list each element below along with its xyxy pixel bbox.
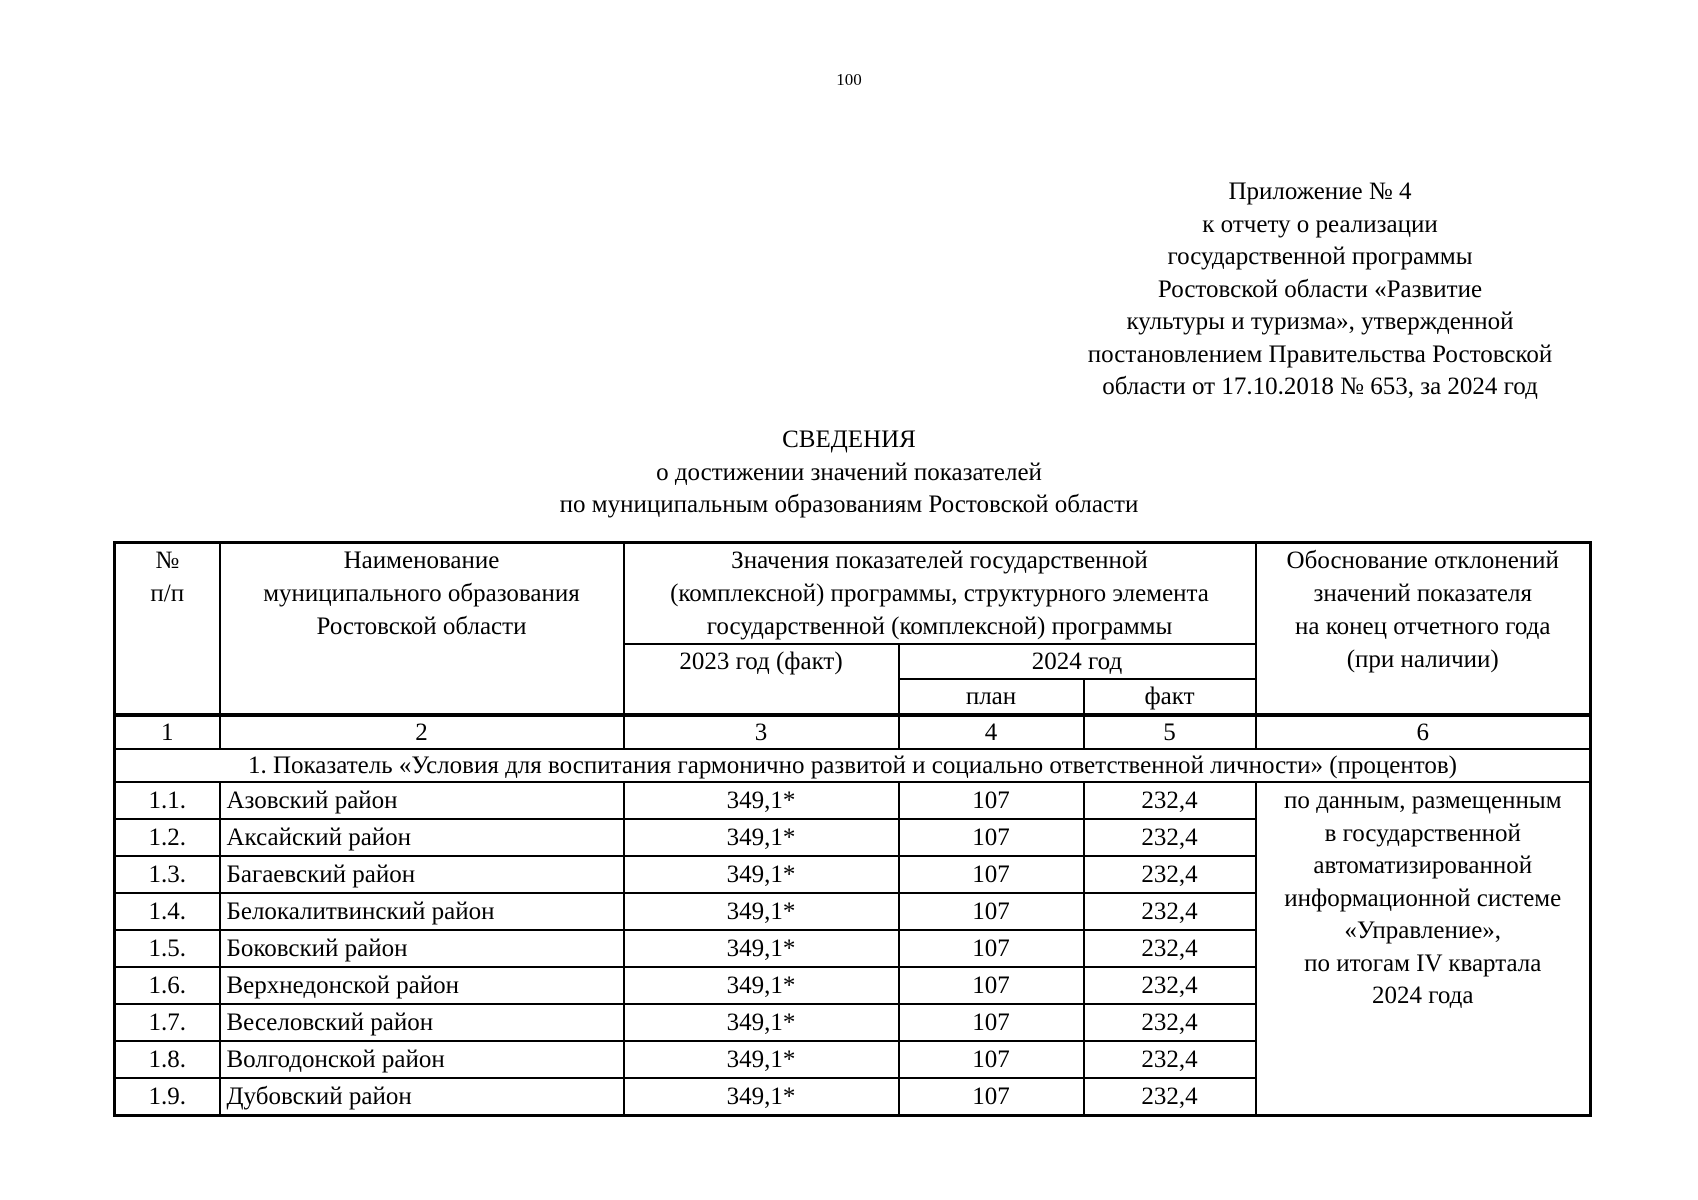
header-plan: план [899, 679, 1084, 715]
header-values: Значения показателей государственной (комплексной) программы, структурного элемента государственной (комплексной) программы [624, 543, 1256, 645]
appendix-line: Ростовской области «Развитие [1157, 275, 1483, 303]
note-line: автоматизированной [1313, 852, 1533, 879]
heading-title: СВЕДЕНИЯ [782, 426, 916, 453]
note-line: в государственной [1324, 819, 1521, 847]
row-fact-2024: 232,4 [1084, 1078, 1256, 1116]
header-name: Наименование муниципального образования Ростовской области [220, 543, 624, 716]
row-num: 1.3. [115, 856, 220, 893]
note-line: по итогам IV квартала [1304, 949, 1542, 977]
deviation-note [1256, 782, 1591, 1116]
row-num: 1.5. [115, 930, 220, 967]
appendix-line: постановлением Правительства Ростовской [1087, 340, 1553, 368]
row-plan-2024: 107 [899, 893, 1084, 930]
row-name: Волгодонской район [220, 1041, 624, 1078]
note-line: «Управление», [1344, 917, 1502, 944]
row-plan-2024: 107 [899, 1078, 1084, 1116]
column-number: 6 [1256, 715, 1591, 749]
row-plan-2024: 107 [899, 967, 1084, 1004]
row-plan-2024: 107 [899, 930, 1084, 967]
row-fact-2023: 349,1* [624, 967, 899, 1004]
row-name: Азовский район [220, 782, 624, 819]
document-heading [0, 424, 1698, 522]
row-num: 1.6. [115, 967, 220, 1004]
appendix-line: Приложение № 4 [1228, 178, 1412, 205]
row-name: Белокалитвинский район [220, 893, 624, 930]
row-fact-2023: 349,1* [624, 930, 899, 967]
column-number-row [115, 715, 1591, 749]
row-num: 1.4. [115, 893, 220, 930]
row-name: Багаевский район [220, 856, 624, 893]
row-name: Аксайский район [220, 819, 624, 856]
row-fact-2024: 232,4 [1084, 893, 1256, 930]
row-fact-2024: 232,4 [1084, 856, 1256, 893]
row-plan-2024: 107 [899, 1041, 1084, 1078]
row-fact-2023: 349,1* [624, 1004, 899, 1041]
note-line: по данным, размещенным [1283, 787, 1562, 814]
row-fact-2024: 232,4 [1084, 1041, 1256, 1078]
column-number: 3 [624, 715, 899, 749]
header-num: № п/п [115, 543, 220, 716]
row-fact-2024: 232,4 [1084, 1004, 1256, 1041]
table-header-row [115, 543, 1591, 645]
header-year-2024: 2024 год [899, 644, 1256, 679]
indicator-title: 1. Показатель «Условия для воспитания гармонично развитой и социально ответственной личности» (процентов) [115, 749, 1591, 782]
heading-subtitle: о достижении значений показателей [656, 458, 1042, 486]
row-plan-2024: 107 [899, 782, 1084, 819]
row-name: Боковский район [220, 930, 624, 967]
row-fact-2024: 232,4 [1084, 967, 1256, 1004]
appendix-line: культуры и туризма», утвержденной [1126, 308, 1514, 335]
row-fact-2023: 349,1* [624, 819, 899, 856]
column-number: 5 [1084, 715, 1256, 749]
row-plan-2024: 107 [899, 819, 1084, 856]
row-name: Дубовский район [220, 1078, 624, 1116]
row-name: Веселовский район [220, 1004, 624, 1041]
column-number: 4 [899, 715, 1084, 749]
header-reason: Обоснование отклонений значений показателя на конец отчетного года (при наличии) [1256, 543, 1591, 716]
indicators-table [113, 541, 1592, 1117]
row-num: 1.1. [115, 782, 220, 819]
appendix-line: государственной программы [1167, 243, 1473, 270]
table-row [115, 782, 1591, 819]
row-num: 1.9. [115, 1078, 220, 1116]
row-plan-2024: 107 [899, 856, 1084, 893]
row-fact-2023: 349,1* [624, 1041, 899, 1078]
row-num: 1.8. [115, 1041, 220, 1078]
row-fact-2024: 232,4 [1084, 782, 1256, 819]
row-num: 1.2. [115, 819, 220, 856]
header-fact: факт [1084, 679, 1256, 715]
row-fact-2023: 349,1* [624, 856, 899, 893]
row-fact-2023: 349,1* [624, 782, 899, 819]
row-name: Верхнедонской район [220, 967, 624, 1004]
column-number: 2 [220, 715, 624, 749]
appendix-block [1040, 176, 1600, 404]
row-fact-2023: 349,1* [624, 893, 899, 930]
heading-subtitle: по муниципальным образованиям Ростовской области [559, 491, 1139, 518]
note-line: 2024 года [1372, 982, 1474, 1009]
column-number: 1 [115, 715, 220, 749]
row-fact-2023: 349,1* [624, 1078, 899, 1116]
row-fact-2024: 232,4 [1084, 930, 1256, 967]
appendix-line: к отчету о реализации [1202, 210, 1438, 238]
row-num: 1.7. [115, 1004, 220, 1041]
indicator-title-row [115, 749, 1591, 782]
appendix-line: области от 17.10.2018 № 653, за 2024 год [1102, 373, 1538, 400]
note-line: информационной системе [1284, 884, 1562, 912]
row-plan-2024: 107 [899, 1004, 1084, 1041]
header-year-2023: 2023 год (факт) [624, 644, 899, 715]
page-number: 100 [836, 70, 862, 89]
row-fact-2024: 232,4 [1084, 819, 1256, 856]
